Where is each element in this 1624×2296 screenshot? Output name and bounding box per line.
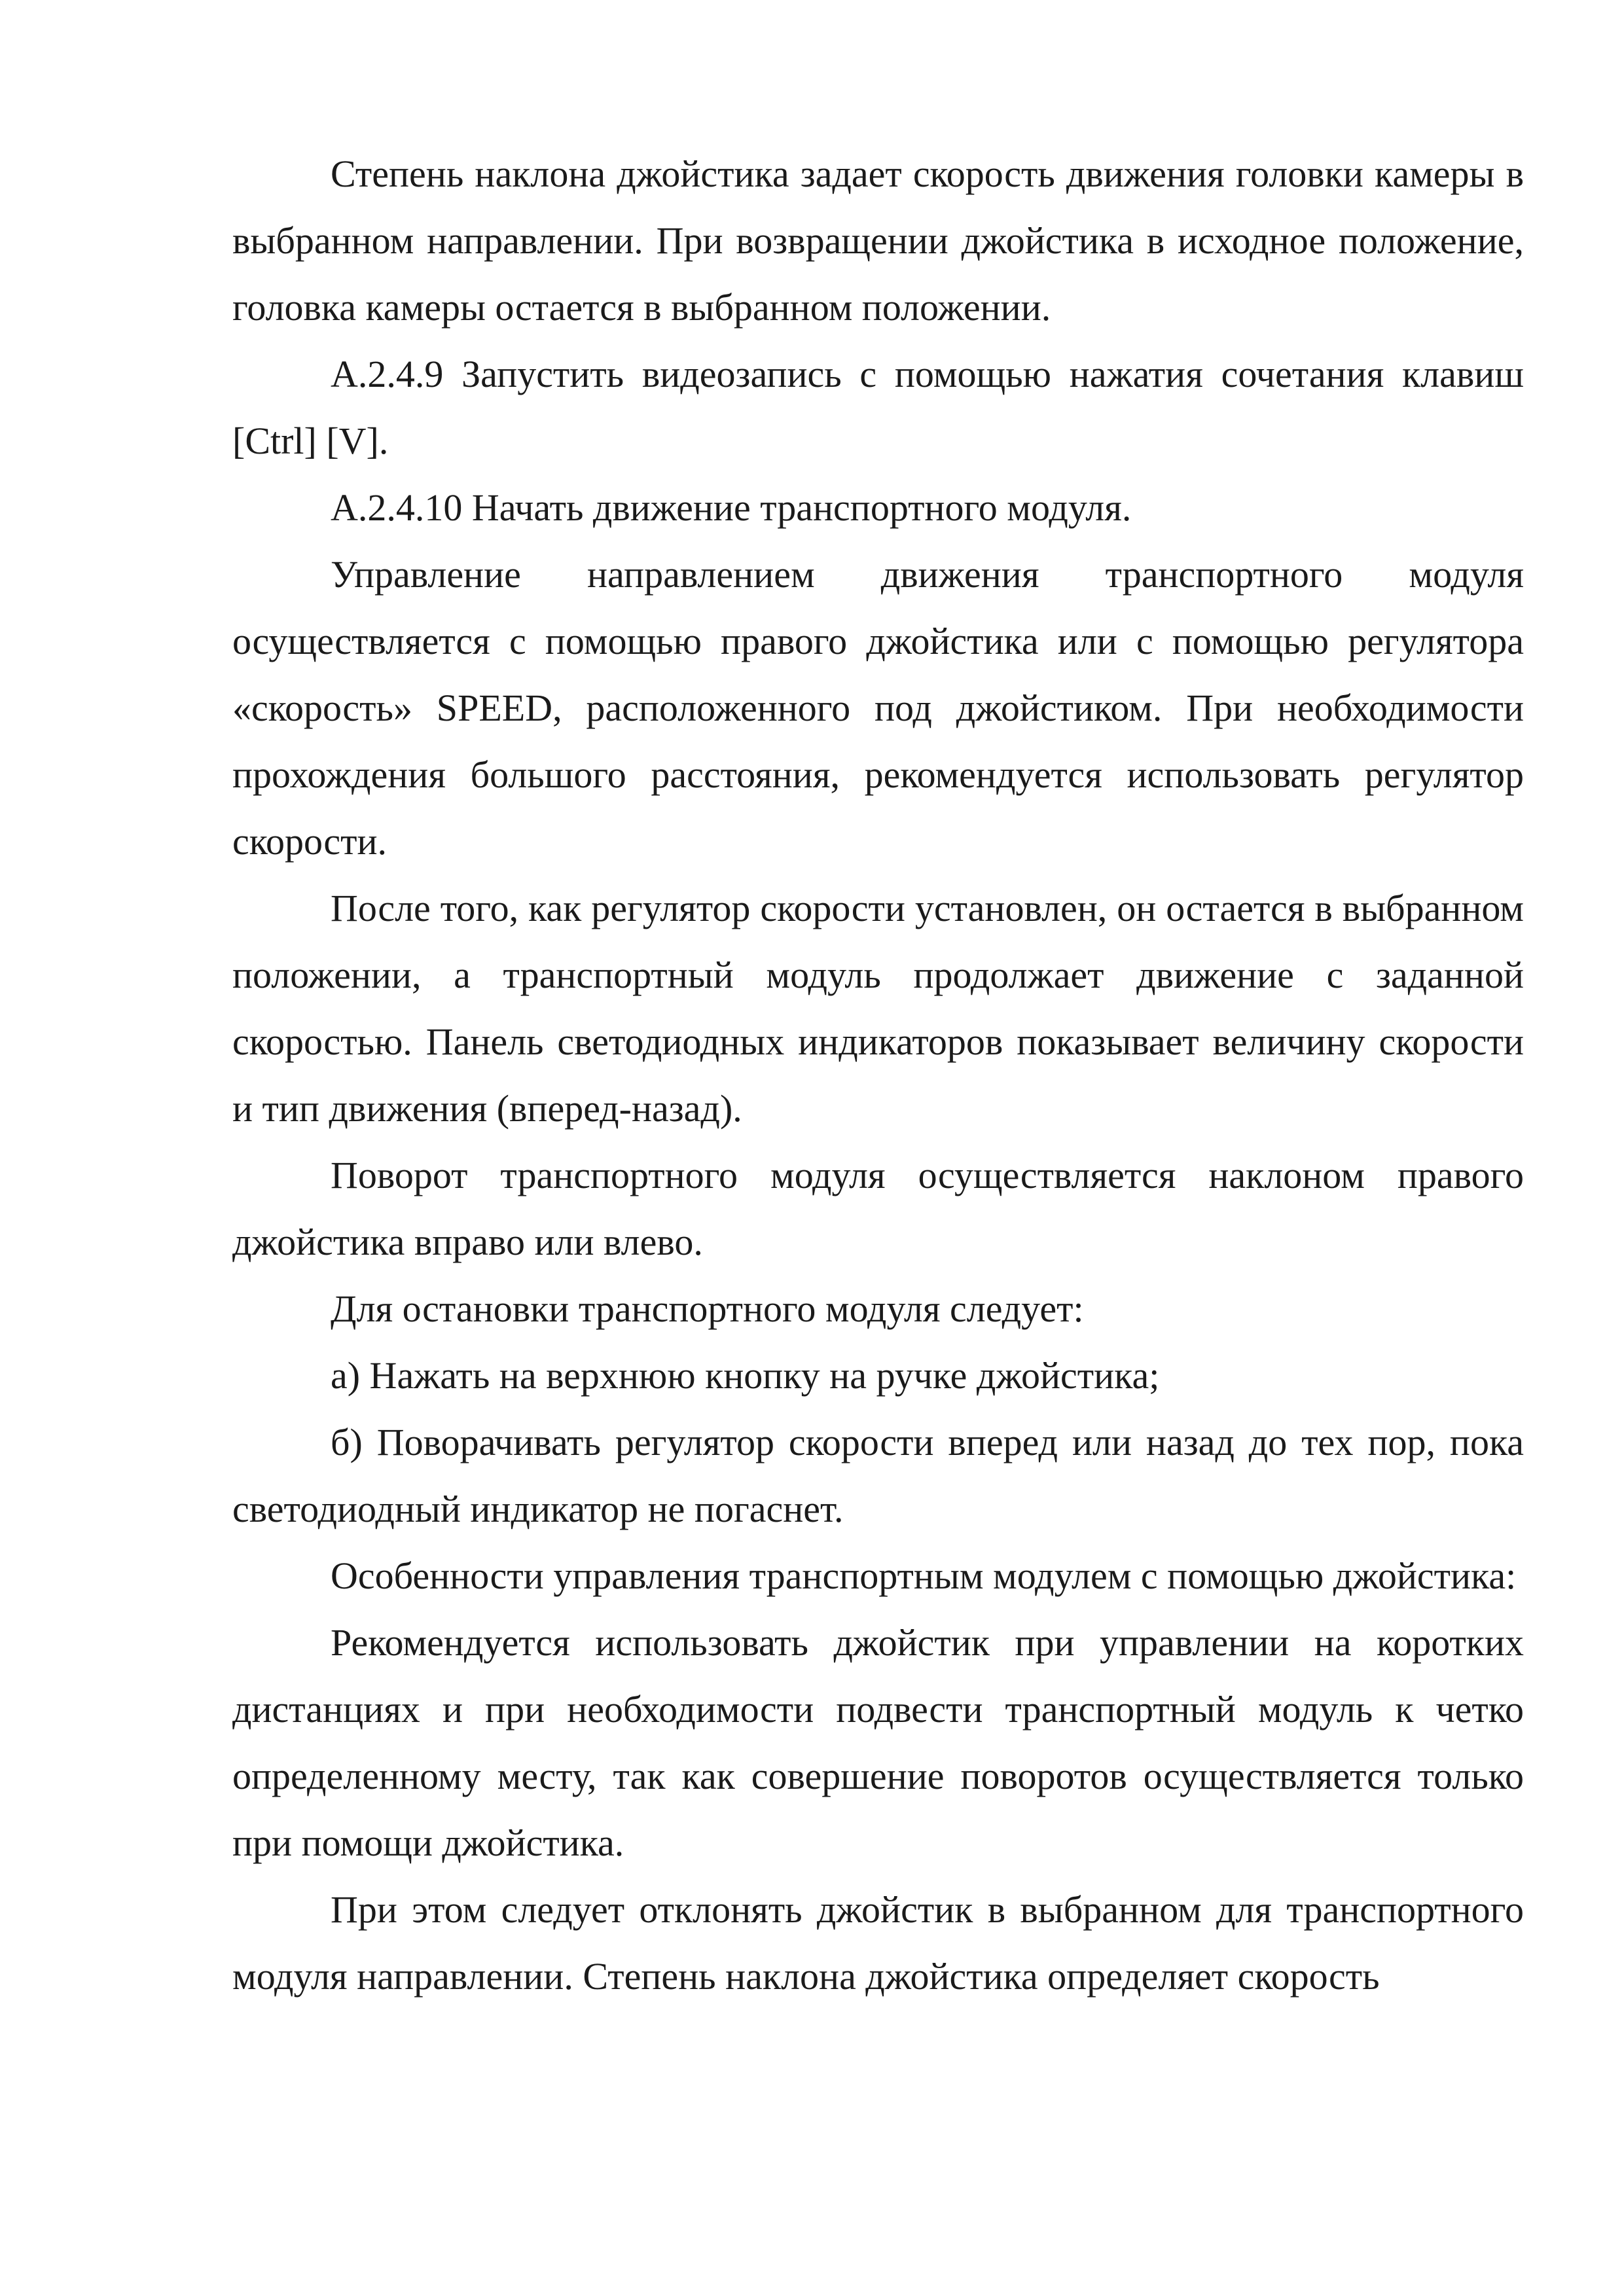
paragraph-joystick-deflection: При этом следует отклонять джойстик в выбранном для транспортного модуля направлении. Степень наклона джойстика определяет скорость xyxy=(232,1888,1524,1998)
paragraph-direction-control: Управление направлением движения транспортного модуля осуществляется с помощью правого джойстика или с помощью регулятора «скорость» SPEED, расположенного под джойстиком. При необходимости прохождения большого расстояния, рекомендуется использовать регулятор скорости. xyxy=(232,553,1524,863)
paragraph-speed-regulator: После того, как регулятор скорости установлен, он остается в выбранном положении, а транспортный модуль продолжает движение с заданной скоростью. Панель светодиодных индикаторов показывает величину скорости и тип движения (вперед-назад). xyxy=(232,887,1524,1130)
document-body xyxy=(232,141,1524,2010)
paragraph-step-a249: А.2.4.9 Запустить видеозапись с помощью нажатия сочетания клавиш [Ctrl] [V]. xyxy=(232,353,1524,462)
paragraph-stop-option-b: б) Поворачивать регулятор скорости вперед или назад до тех пор, пока светодиодный индикатор не погаснет. xyxy=(232,1421,1524,1530)
paragraph-joystick-features: Особенности управления транспортным модулем с помощью джойстика: xyxy=(331,1554,1517,1597)
paragraph-camera-tilt: Степень наклона джойстика задает скорость движения головки камеры в выбранном направлении. При возвращении джойстика в исходное положение, головка камеры остается в выбранном положении. xyxy=(232,152,1524,329)
paragraph-turning: Поворот транспортного модуля осуществляется наклоном правого джойстика вправо или влево. xyxy=(232,1154,1524,1263)
paragraph-joystick-recommendation: Рекомендуется использовать джойстик при управлении на коротких дистанциях и при необходимости подвести транспортный модуль к четко определенному месту, так как совершение поворотов осуществляется только при помощи джойстика. xyxy=(232,1621,1524,1864)
paragraph-stop-intro: Для остановки транспортного модуля следует: xyxy=(331,1287,1084,1330)
paragraph-step-a2410: А.2.4.10 Начать движение транспортного модуля. xyxy=(331,486,1132,529)
paragraph-stop-option-a: а) Нажать на верхнюю кнопку на ручке джойстика; xyxy=(331,1354,1160,1397)
